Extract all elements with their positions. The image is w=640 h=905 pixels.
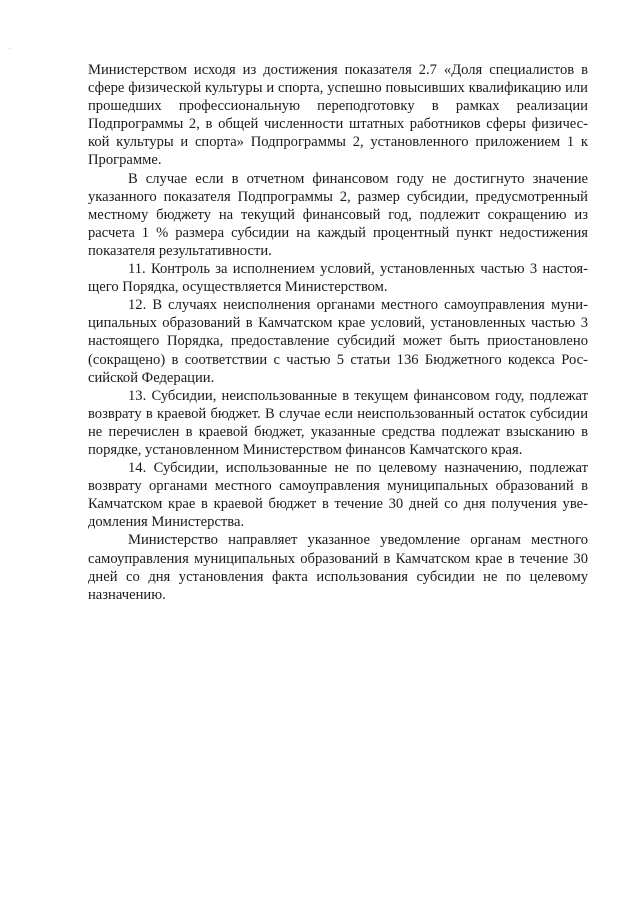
scan-speck (9, 48, 10, 49)
paragraph-12-suspension: 12. В случаях неисполнения органами местного самоуправления муниципальных образований в Камчатском крае условий, установленных частью 3 настоящего Порядка, предоставление субсидий может быть приостановлено (сокращено) в соответствии с частью 5 статьи 136 Бюджетного кодекса Российской Федерации. (88, 297, 588, 386)
paragraph-notification: Министерство направляет указанное уведомление органам местного самоуправления муниципальных образований в Камчатском крае в течение 30 дней со дня установления факта использования субсидии не по целевому назначению. (88, 532, 588, 603)
paragraph-11-control: 11. Контроль за исполнением условий, установленных частью 3 настоящего Порядка, осуществляется Министерством. (88, 261, 588, 296)
paragraph-reduction-clause: В случае если в отчетном финансовом году не достигнуто значение указанного показателя Подпрограммы 2, размер субсидии, предусмотренный местному бюджету на текущий финансовый год, подлежит сокращению из расчета 1 % размера субсидии на каждый процентный пункт недостижения показателя результативности. (88, 170, 588, 259)
paragraph-14-misuse: 14. Субсидии, использованные не по целевому назначению, подлежат возврату органами местного самоуправления муниципальных образований в Камчатском крае в краевой бюджет в течение 30 дней со дня получения уведомления Министерства. (88, 460, 588, 531)
paragraph-continuation: Министерством исходя из достижения показателя 2.7 «Доля специалистов в сфере физической культуры и спорта, успешно повысивших квалификацию или прошедших профессиональную переподготовку в рамках реализации Подпрограммы 2, в общей численности штатных работников сферы физической культуры и спорта» Подпрограммы 2, установленного приложением 1 к Программе. (88, 62, 588, 169)
paragraph-13-unused-funds: 13. Субсидии, неиспользованные в текущем финансовом году, подлежат возврату в краевой бюджет. В случае если неиспользованный остаток субсидии не перечислен в краевой бюджет, указанные средства подлежат взысканию в порядке, установленном Министерством финансов Камчатского края. (88, 387, 588, 458)
document-body (88, 61, 588, 604)
